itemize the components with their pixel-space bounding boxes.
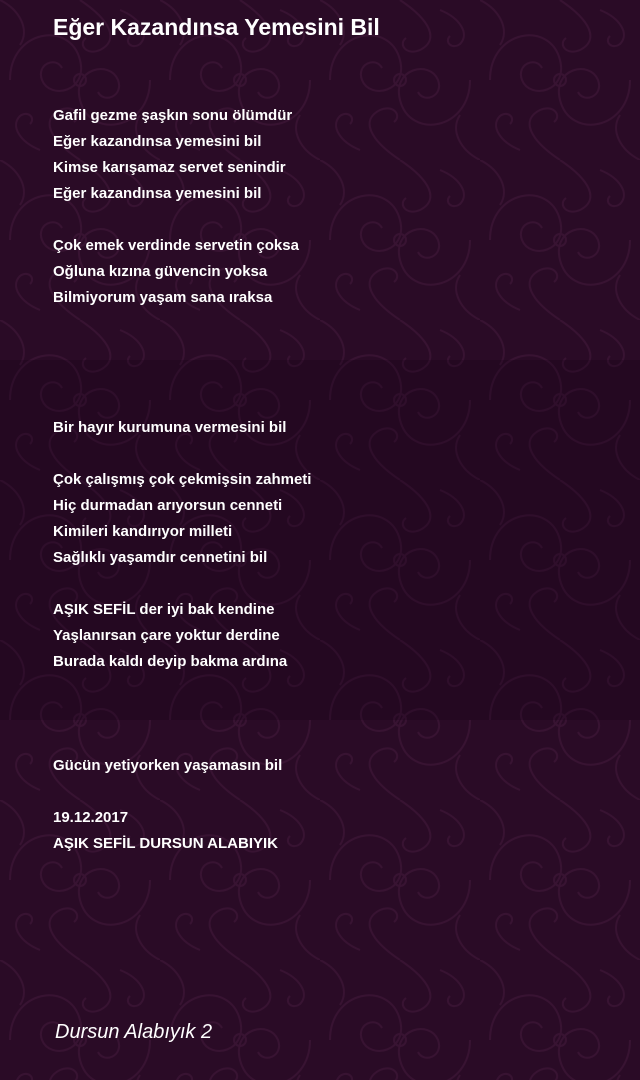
poem-line: Bilmiyorum yaşam sana ıraksa <box>53 289 273 306</box>
stanza-gap <box>53 337 613 363</box>
poem-title: Eğer Kazandınsa Yemesini Bil <box>53 14 380 40</box>
poem-line: Gafil gezme şaşkın sonu ölümdür <box>53 107 293 124</box>
stanza-gap <box>53 727 613 753</box>
poem-line: Kimse karışamaz servet senindir <box>53 159 286 176</box>
stanza-gap <box>53 207 613 233</box>
poem-line: Oğluna kızına güvencin yoksa <box>53 263 268 280</box>
poem-line: AŞIK SEFİL der iyi bak kendine <box>53 601 275 618</box>
author-signature: Dursun Alabıyık 2 <box>55 1021 213 1043</box>
poem-line: Çok çalışmış çok çekmişsin zahmeti <box>53 471 312 488</box>
poem-line: AŞIK SEFİL DURSUN ALABIYIK <box>53 835 279 852</box>
poem-line: Burada kaldı deyip bakma ardına <box>53 653 288 670</box>
stanza-gap <box>53 571 613 597</box>
stanza-gap <box>53 441 613 467</box>
stanza-gap <box>53 363 613 389</box>
poem-line: Eğer kazandınsa yemesini bil <box>53 185 262 202</box>
stanza-gap <box>53 389 613 415</box>
poem-line: Bir hayır kurumuna vermesini bil <box>53 419 287 436</box>
poem-line: 19.12.2017 <box>53 809 129 826</box>
poem-line: Eğer kazandınsa yemesini bil <box>53 133 262 150</box>
poem-line: Yaşlanırsan çare yoktur derdine <box>53 627 280 644</box>
stanza-gap <box>53 701 613 727</box>
poem-line: Hiç durmadan arıyorsun cenneti <box>53 497 283 514</box>
poem-body <box>53 103 613 857</box>
poem-line: Sağlıklı yaşamdır cennetini bil <box>53 549 268 566</box>
poem-line: Çok emek verdinde servetin çoksa <box>53 237 299 254</box>
stanza-gap <box>53 311 613 337</box>
poem-line: Gücün yetiyorken yaşamasın bil <box>53 757 283 774</box>
poem-line: Kimileri kandırıyor milleti <box>53 523 233 540</box>
stanza-gap <box>53 779 613 805</box>
stanza-gap <box>53 675 613 701</box>
